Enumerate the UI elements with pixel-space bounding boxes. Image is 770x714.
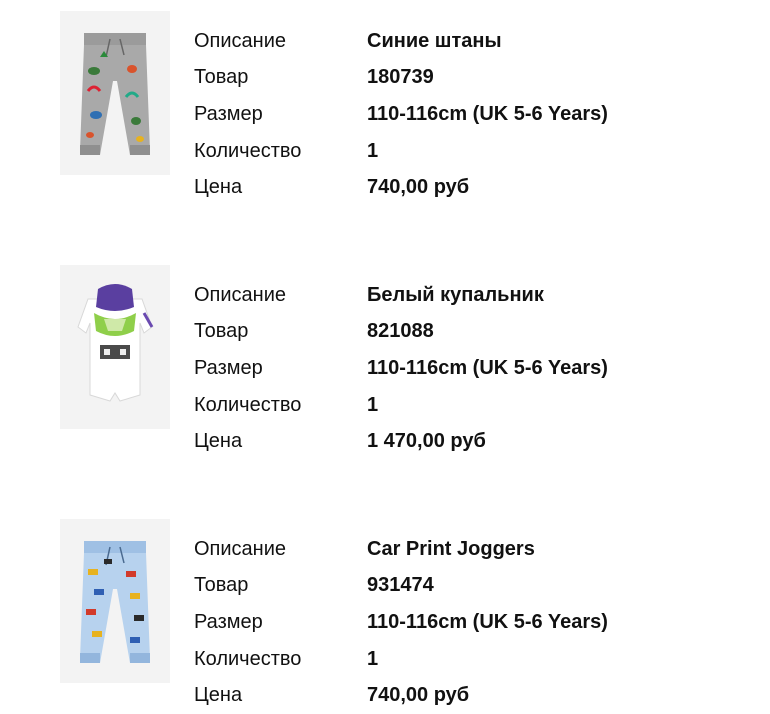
order-item bbox=[60, 519, 750, 707]
size-value: 110-116cm (UK 5-6 Years) bbox=[367, 610, 608, 633]
item-number-row bbox=[194, 60, 744, 97]
description-label: Описание bbox=[194, 537, 287, 560]
price-label: Цена bbox=[194, 176, 243, 199]
product-image[interactable] bbox=[60, 519, 170, 683]
quantity-row bbox=[194, 133, 744, 170]
product-image[interactable] bbox=[60, 11, 170, 175]
order-item bbox=[60, 265, 750, 453]
item-number-label: Товар bbox=[194, 320, 249, 343]
blue-joggers-icon bbox=[60, 519, 170, 683]
price-value: 1 470,00 руб bbox=[367, 430, 486, 453]
price-label: Цена bbox=[194, 430, 243, 453]
size-label: Размер bbox=[194, 102, 263, 125]
price-value: 740,00 руб bbox=[367, 176, 470, 199]
size-row bbox=[194, 96, 744, 133]
quantity-label: Количество bbox=[194, 393, 302, 416]
item-number-label: Товар bbox=[194, 574, 249, 597]
description-row bbox=[194, 277, 744, 314]
price-row bbox=[194, 423, 744, 460]
price-label: Цена bbox=[194, 684, 243, 707]
item-number-label: Товар bbox=[194, 66, 249, 89]
item-details bbox=[194, 277, 744, 460]
item-number-value: 931474 bbox=[367, 574, 434, 597]
size-value: 110-116cm (UK 5-6 Years) bbox=[367, 356, 608, 379]
item-details bbox=[194, 531, 744, 714]
item-number-row bbox=[194, 568, 744, 605]
white-romper-icon bbox=[60, 265, 170, 429]
quantity-label: Количество bbox=[194, 647, 302, 670]
size-label: Размер bbox=[194, 610, 263, 633]
product-image[interactable] bbox=[60, 265, 170, 429]
item-number-value: 821088 bbox=[367, 320, 434, 343]
description-row bbox=[194, 531, 744, 568]
description-label: Описание bbox=[194, 283, 287, 306]
quantity-label: Количество bbox=[194, 139, 302, 162]
description-value: Синие штаны bbox=[367, 29, 502, 52]
item-number-row bbox=[194, 314, 744, 351]
order-item bbox=[60, 11, 750, 199]
description-label: Описание bbox=[194, 29, 287, 52]
quantity-value: 1 bbox=[367, 647, 379, 670]
size-row bbox=[194, 350, 744, 387]
description-value: Car Print Joggers bbox=[367, 537, 535, 560]
description-row bbox=[194, 23, 744, 60]
price-value: 740,00 руб bbox=[367, 684, 470, 707]
quantity-row bbox=[194, 641, 744, 678]
size-label: Размер bbox=[194, 356, 263, 379]
price-row bbox=[194, 169, 744, 206]
grey-joggers-icon bbox=[60, 11, 170, 175]
price-row bbox=[194, 677, 744, 714]
size-value: 110-116cm (UK 5-6 Years) bbox=[367, 102, 608, 125]
item-number-value: 180739 bbox=[367, 66, 434, 89]
description-value: Белый купальник bbox=[367, 283, 544, 306]
quantity-row bbox=[194, 387, 744, 424]
quantity-value: 1 bbox=[367, 393, 379, 416]
size-row bbox=[194, 604, 744, 641]
item-details bbox=[194, 23, 744, 206]
quantity-value: 1 bbox=[367, 139, 379, 162]
